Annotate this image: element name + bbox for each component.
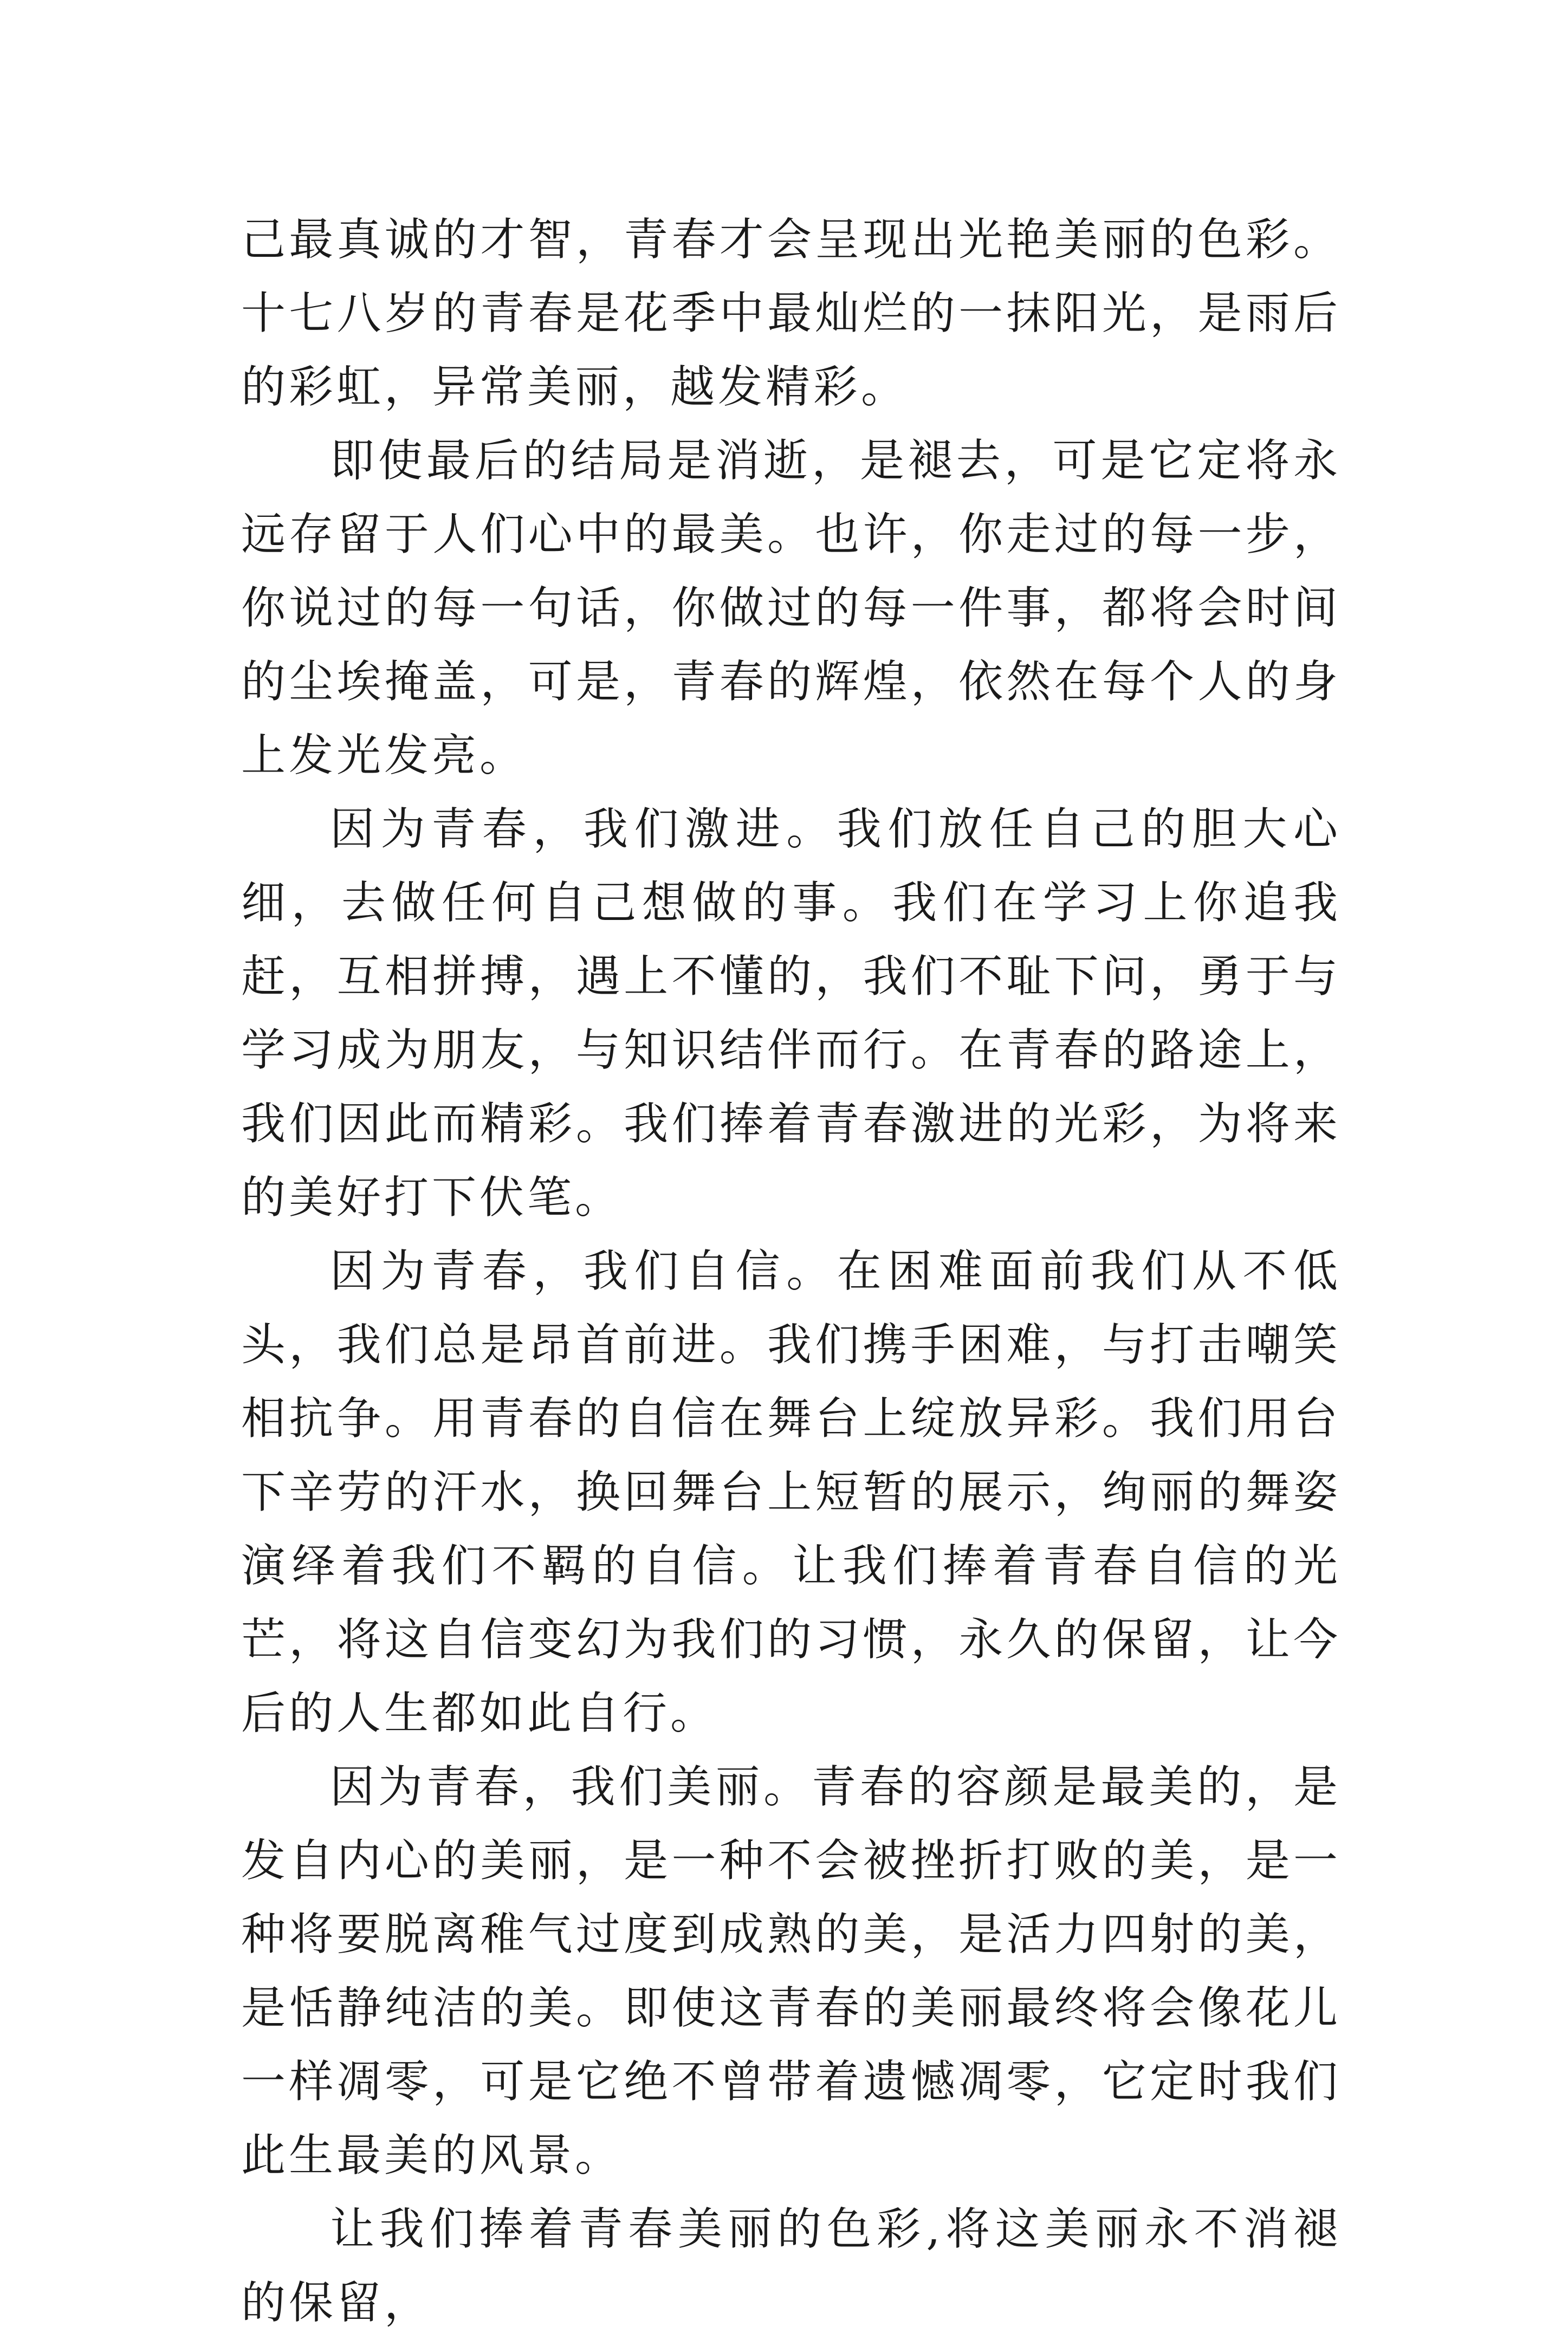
paragraph-1: 己最真诚的才智，青春才会呈现出光艳美丽的色彩。十七八岁的青春是花季中最灿烂的一抹阳光，是雨后的彩虹，异常美丽，越发精彩。	[241, 214, 1341, 413]
paragraph-5: 因为青春，我们美丽。青春的容颜是最美的，是发自内心的美丽，是一种不会被挫折打败的美，是一种将要脱离稚气过度到成熟的美，是活力四射的美，是恬静纯洁的美。即使这青春的美丽最终将会像花儿一样凋零，可是它绝不曾带着遗憾凋零，它定时我们此生最美的风景。	[241, 1761, 1341, 2181]
paragraph-3: 因为青春，我们激进。我们放任自己的胆大心细，去做任何自己想做的事。我们在学习上你追我赶，互相拼搏，遇上不懂的，我们不耻下问，勇于与学习成为朋友，与知识结伴而行。在青春的路途上，我们因此而精彩。我们捧着青春激进的光彩，为将来的美好打下伏笔。	[241, 803, 1341, 1223]
paragraph-6: 让我们捧着青春美丽的色彩,将这美丽永不消褪的保留，	[241, 2203, 1341, 2329]
paragraph-2: 即使最后的结局是消逝，是褪去，可是它定将永远存留于人们心中的最美。也许，你走过的每一步，你说过的每一句话，你做过的每一件事，都将会时间的尘埃掩盖，可是，青春的辉煌，依然在每个人的身上发光发亮。	[241, 435, 1341, 781]
essay-body	[241, 203, 1341, 2340]
paragraph-4: 因为青春，我们自信。在困难面前我们从不低头，我们总是昂首前进。我们携手困难，与打击嘲笑相抗争。用青春的自信在舞台上绽放异彩。我们用台下辛劳的汗水，换回舞台上短暂的展示，绚丽的舞姿演绎着我们不羁的自信。让我们捧着青春自信的光芒，将这自信变幻为我们的习惯，永久的保留，让今后的人生都如此自行。	[241, 1246, 1341, 1739]
